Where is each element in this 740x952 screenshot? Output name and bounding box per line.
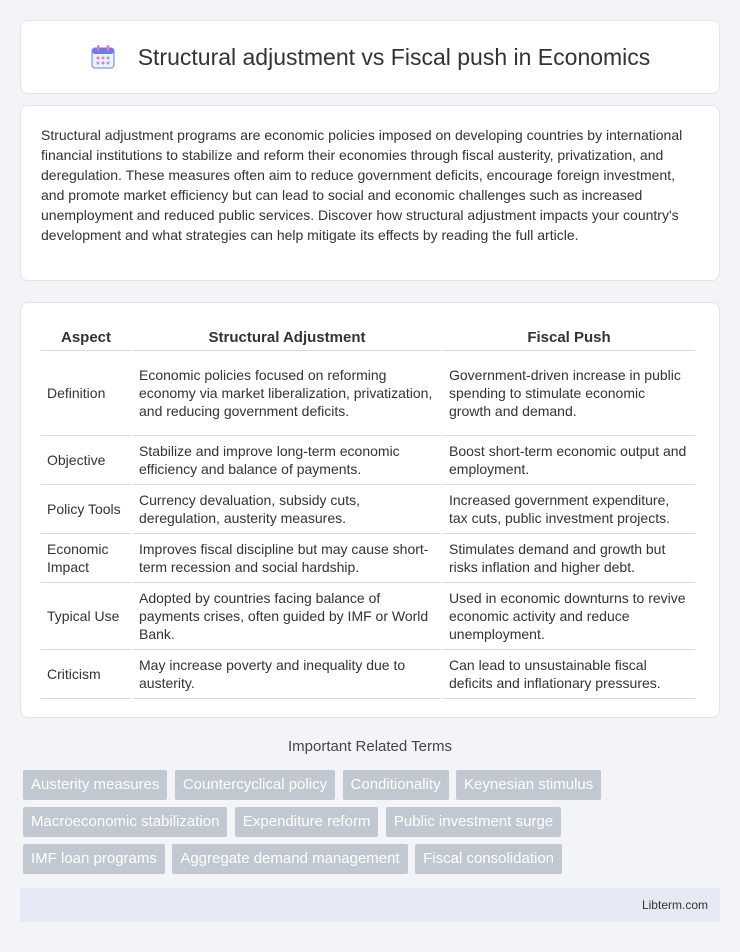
cell-fiscal-push: Stimulates demand and growth but risks inflation and higher debt. <box>443 534 695 583</box>
cell-aspect: Policy Tools <box>41 485 131 534</box>
intro-text: Structural adjustment programs are economic policies imposed on developing countries by international financial institutions to stabilize and reform their economies through fiscal austerity, privatization, and deregulation. These measures often aim to reduce government deficits, encourage foreign investment, and promote market efficiency but can lead to social and economic challenges such as increased unemployment and reduced public services. Discover how structural adjustment impacts your country's development and what strategies can help mitigate its effects by reading the full article. <box>41 127 683 243</box>
cell-fiscal-push: Used in economic downturns to revive economic activity and reduce unemployment. <box>443 583 695 650</box>
related-term-tag[interactable]: Conditionality <box>343 770 449 800</box>
column-header-fiscal-push: Fiscal Push <box>443 323 695 351</box>
cell-structural-adjustment: Economic policies focused on reforming economy via market liberalization, privatization, and reducing government deficits. <box>133 351 441 436</box>
table-row <box>41 485 695 534</box>
table-header-row <box>41 323 695 351</box>
cell-structural-adjustment: Adopted by countries facing balance of payments crises, often guided by IMF or World Bank. <box>133 583 441 650</box>
related-term-tag[interactable]: Aggregate demand management <box>172 844 407 874</box>
comparison-table <box>39 323 697 699</box>
cell-aspect: Economic Impact <box>41 534 131 583</box>
related-term-tag[interactable]: Countercyclical policy <box>175 770 335 800</box>
related-term-tag[interactable]: Public investment surge <box>386 807 561 837</box>
page-title: Structural adjustment vs Fiscal push in Economics <box>137 43 651 70</box>
table-row <box>41 436 695 485</box>
related-term-tag[interactable]: Macroeconomic stabilization <box>23 807 227 837</box>
related-term-tag[interactable]: Austerity measures <box>23 770 167 800</box>
cell-structural-adjustment: Stabilize and improve long-term economic efficiency and balance of payments. <box>133 436 441 485</box>
column-header-aspect: Aspect <box>41 323 131 351</box>
calendar-icon <box>90 44 116 70</box>
cell-fiscal-push: Increased government expenditure, tax cuts, public investment projects. <box>443 485 695 534</box>
header-card <box>20 20 720 94</box>
cell-fiscal-push: Can lead to unsustainable fiscal deficits and inflationary pressures. <box>443 650 695 699</box>
related-terms-heading: Important Related Terms <box>288 738 452 755</box>
table-row <box>41 650 695 699</box>
column-header-structural-adjustment: Structural Adjustment <box>133 323 441 351</box>
related-term-tag[interactable]: IMF loan programs <box>23 844 165 874</box>
footer-site-link[interactable]: Libterm.com <box>641 898 708 912</box>
cell-fiscal-push: Government-driven increase in public spending to stimulate economic growth and demand. <box>443 351 695 436</box>
cell-aspect: Definition <box>41 351 131 436</box>
related-term-tag[interactable]: Fiscal consolidation <box>415 844 562 874</box>
cell-aspect: Typical Use <box>41 583 131 650</box>
cell-aspect: Objective <box>41 436 131 485</box>
table-row <box>41 351 695 436</box>
comparison-table-card <box>20 302 720 718</box>
cell-structural-adjustment: Improves fiscal discipline but may cause short-term recession and social hardship. <box>133 534 441 583</box>
table-row <box>41 534 695 583</box>
cell-fiscal-push: Boost short-term economic output and employment. <box>443 436 695 485</box>
footer <box>20 888 720 922</box>
cell-structural-adjustment: Currency devaluation, subsidy cuts, deregulation, austerity measures. <box>133 485 441 534</box>
related-term-tag[interactable]: Keynesian stimulus <box>456 770 601 800</box>
intro-card <box>20 105 720 281</box>
cell-aspect: Criticism <box>41 650 131 699</box>
cell-structural-adjustment: May increase poverty and inequality due to austerity. <box>133 650 441 699</box>
table-row <box>41 583 695 650</box>
related-term-tag[interactable]: Expenditure reform <box>235 807 379 837</box>
related-terms-list <box>23 770 723 881</box>
